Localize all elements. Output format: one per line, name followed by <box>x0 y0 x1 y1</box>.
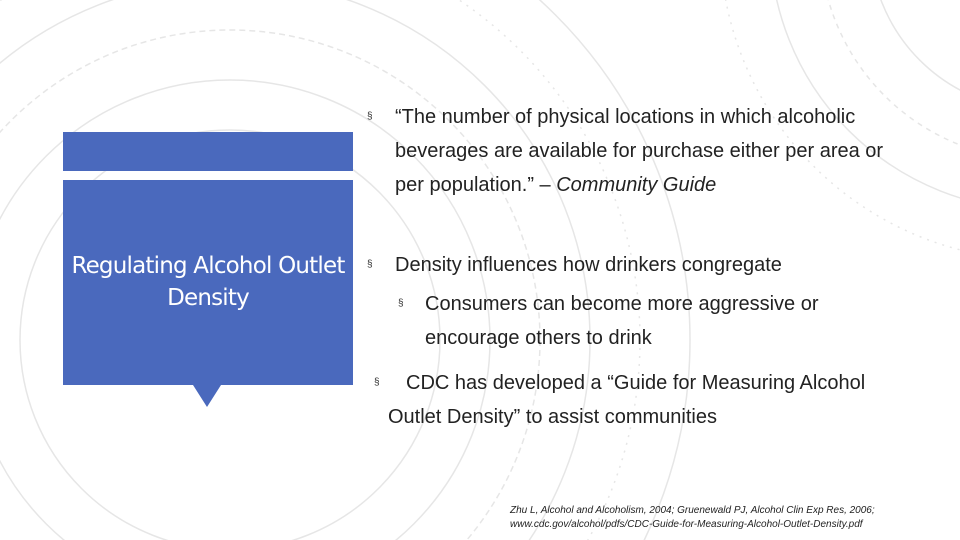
panel-pointer-triangle <box>193 385 221 407</box>
title-panel <box>63 180 353 385</box>
definition-text: “The number of physical locations in which alcoholic beverages are available for purchase either per area or per population.” – <box>395 106 884 196</box>
citation-line-1: Zhu L, Alcohol and Alcoholism, 2004; Gruenewald PJ, Alcohol Clin Exp Res, 2006; <box>510 505 875 516</box>
title-panel-strip <box>63 132 353 171</box>
definition-source: Community Guide <box>556 174 717 196</box>
bullet-cdc-guide: CDC has developed a “Guide for Measuring Alcohol Outlet Density” to assist communities <box>388 372 866 428</box>
bullet-marker-icon: § <box>367 111 373 122</box>
citation <box>510 504 950 532</box>
slide-title: Regulating Alcohol Outlet Density <box>71 253 345 311</box>
bullet-marker-icon: § <box>367 259 373 270</box>
citation-line-2: www.cdc.gov/alcohol/pdfs/CDC-Guide-for-Measuring-Alcohol-Outlet-Density.pdf <box>510 519 863 530</box>
bullet-marker-icon: § <box>398 298 404 309</box>
sub-bullet-consumers: Consumers can become more aggressive or encourage others to drink <box>425 293 819 349</box>
bullet-density-influence: Density influences how drinkers congregate <box>395 254 782 276</box>
bullet-definition <box>395 100 915 202</box>
bullet-marker-icon: § <box>374 377 380 388</box>
